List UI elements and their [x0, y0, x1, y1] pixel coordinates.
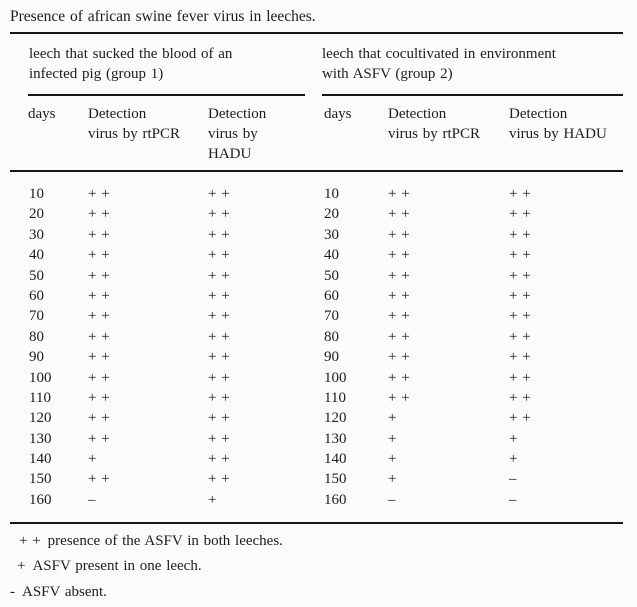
group1-header-line2: infected pig (group 1): [29, 66, 164, 82]
cell-g2-hadu: + +: [509, 349, 531, 366]
col-header-group1-rtpcr-line1: Detection: [88, 106, 147, 122]
cell-g2-rtpcr: + +: [388, 287, 410, 304]
cell-g1-rtpcr: + +: [88, 389, 110, 406]
cell-g2-hadu: +: [509, 430, 518, 447]
table-title: Presence of african swine fever virus in leeches.: [10, 8, 316, 25]
footnote-text: ASFV present in one leech.: [32, 558, 202, 575]
table-row: [0, 469, 637, 489]
cell-g2-rtpcr: –: [388, 491, 396, 508]
col-header-group1-hadu-line2: virus by: [208, 126, 258, 142]
cell-g2-hadu: + +: [509, 206, 531, 223]
table-row: [0, 286, 637, 306]
cell-g1-rtpcr: + +: [88, 186, 110, 202]
cell-g1-day: 100: [29, 369, 52, 386]
cell-g1-day: 40: [29, 247, 44, 264]
cell-g1-hadu: + +: [208, 287, 230, 304]
group2-header-rule: [322, 94, 623, 96]
cell-g1-rtpcr: –: [88, 491, 96, 508]
table-row: [0, 184, 637, 204]
cell-g2-rtpcr: + +: [388, 308, 410, 325]
cell-g1-day: 110: [29, 389, 51, 406]
table-row: [0, 306, 637, 326]
cell-g1-day: 60: [29, 287, 44, 304]
table-row: [0, 408, 637, 428]
cell-g1-rtpcr: + +: [88, 471, 110, 488]
cell-g2-hadu: +: [509, 451, 518, 468]
group1-header-line1: leech that sucked the blood of an: [29, 46, 233, 62]
cell-g1-hadu: + +: [208, 369, 230, 386]
body-footer-rule: [10, 522, 623, 524]
cell-g1-day: 10: [29, 186, 44, 202]
table-row: [0, 490, 637, 510]
cell-g1-rtpcr: + +: [88, 308, 110, 325]
cell-g1-day: 20: [29, 206, 44, 223]
footnote-text: presence of the ASFV in both leeches.: [47, 533, 283, 549]
table-row: [0, 449, 637, 469]
table-row: [0, 245, 637, 265]
cell-g1-hadu: + +: [208, 410, 230, 427]
cell-g2-rtpcr: + +: [388, 247, 410, 264]
cell-g2-hadu: –: [509, 491, 517, 508]
cell-g2-day: 50: [324, 267, 339, 284]
cell-g1-hadu: + +: [208, 186, 230, 202]
cell-g1-rtpcr: + +: [88, 267, 110, 284]
cell-g1-rtpcr: + +: [88, 349, 110, 366]
cell-g2-day: 100: [324, 369, 347, 386]
cell-g1-day: 30: [29, 226, 44, 243]
cell-g2-day: 30: [324, 226, 339, 243]
cell-g2-hadu: + +: [509, 267, 531, 284]
footnote-text: ASFV absent.: [22, 583, 107, 600]
cell-g2-rtpcr: + +: [388, 389, 410, 406]
footnote-symbol: -: [10, 583, 15, 600]
cell-g2-day: 110: [324, 389, 346, 406]
col-header-group1-hadu-line3: HADU: [208, 146, 252, 162]
cell-g2-rtpcr: + +: [388, 186, 410, 202]
col-header-group1-hadu-line1: Detection: [208, 106, 267, 122]
cell-g2-rtpcr: +: [388, 451, 397, 468]
cell-g2-rtpcr: + +: [388, 206, 410, 223]
table-row: [0, 347, 637, 367]
col-header-group2-rtpcr-line1: Detection: [388, 106, 447, 122]
cell-g2-hadu: + +: [509, 186, 531, 202]
group1-header-rule: [28, 94, 305, 96]
cell-g1-hadu: + +: [208, 267, 230, 284]
footnote-single-plus: [0, 554, 637, 579]
col-header-group2-rtpcr: [388, 104, 480, 144]
col-header-group1-hadu: [208, 104, 266, 164]
cell-g1-day: 140: [29, 451, 52, 468]
cell-g1-day: 70: [29, 308, 44, 325]
cell-g2-rtpcr: + +: [388, 267, 410, 284]
cell-g2-day: 90: [324, 349, 339, 366]
cell-g2-day: 160: [324, 491, 347, 508]
cell-g1-rtpcr: + +: [88, 410, 110, 427]
cell-g1-day: 50: [29, 267, 44, 284]
table-row: [0, 266, 637, 286]
cell-g1-rtpcr: + +: [88, 206, 110, 223]
cell-g2-rtpcr: +: [388, 430, 397, 447]
cell-g2-day: 140: [324, 451, 347, 468]
cell-g1-hadu: + +: [208, 451, 230, 468]
cell-g1-hadu: + +: [208, 247, 230, 264]
cell-g1-hadu: + +: [208, 430, 230, 447]
cell-g1-hadu: + +: [208, 389, 230, 406]
cell-g1-hadu: + +: [208, 328, 230, 345]
table-row: [0, 327, 637, 347]
group2-header-line1: leech that cocultivated in environment: [322, 46, 556, 62]
cell-g2-hadu: + +: [509, 369, 531, 386]
col-header-group1-rtpcr: [88, 104, 180, 144]
cell-g2-rtpcr: + +: [388, 226, 410, 243]
cell-g2-rtpcr: + +: [388, 328, 410, 345]
cell-g1-hadu: + +: [208, 471, 230, 488]
cell-g2-rtpcr: +: [388, 410, 397, 427]
col-header-group1-rtpcr-line2: virus by rtPCR: [88, 126, 181, 142]
cell-g2-hadu: + +: [509, 389, 531, 406]
col-header-group2-hadu-line2: virus by HADU: [509, 126, 607, 142]
cell-g2-day: 70: [324, 308, 339, 325]
cell-g2-hadu: + +: [509, 328, 531, 345]
cell-g1-hadu: + +: [208, 206, 230, 223]
cell-g2-day: 120: [324, 410, 347, 427]
cell-g1-rtpcr: +: [88, 451, 97, 468]
table-row: [0, 368, 637, 388]
table-row: [0, 429, 637, 449]
cell-g1-rtpcr: + +: [88, 226, 110, 243]
cell-g2-day: 150: [324, 471, 347, 488]
cell-g2-hadu: + +: [509, 308, 531, 325]
cell-g1-rtpcr: + +: [88, 369, 110, 386]
cell-g2-rtpcr: + +: [388, 369, 410, 386]
footnote-symbol: + +: [19, 533, 41, 549]
footnote-minus: [0, 580, 637, 605]
cell-g1-day: 150: [29, 471, 52, 488]
cell-g1-day: 160: [29, 491, 52, 508]
cell-g2-day: 80: [324, 328, 339, 345]
cell-g2-day: 10: [324, 186, 339, 202]
cell-g2-hadu: + +: [509, 287, 531, 304]
cell-g2-hadu: –: [509, 471, 517, 488]
cell-g1-day: 130: [29, 430, 52, 447]
footnote-symbol: +: [17, 558, 26, 575]
cell-g1-day: 90: [29, 349, 44, 366]
cell-g2-hadu: + +: [509, 410, 531, 427]
group2-header: [322, 44, 627, 84]
cell-g1-day: 80: [29, 328, 44, 345]
cell-g2-hadu: + +: [509, 226, 531, 243]
cell-g1-hadu: +: [208, 491, 217, 508]
table-body: [0, 184, 637, 510]
cell-g1-hadu: + +: [208, 226, 230, 243]
table-row: [0, 225, 637, 245]
top-rule: [10, 32, 623, 34]
cell-g1-day: 120: [29, 410, 52, 427]
footnote-double-plus: [0, 529, 637, 554]
cell-g1-hadu: + +: [208, 349, 230, 366]
group2-header-line2: with ASFV (group 2): [322, 66, 453, 82]
cell-g1-rtpcr: + +: [88, 247, 110, 264]
cell-g2-rtpcr: +: [388, 471, 397, 488]
header-body-rule: [10, 170, 623, 172]
cell-g2-day: 60: [324, 287, 339, 304]
col-header-group2-rtpcr-line2: virus by rtPCR: [388, 126, 481, 142]
cell-g2-rtpcr: + +: [388, 349, 410, 366]
table-footnotes: [0, 529, 637, 605]
group1-header: [29, 44, 299, 84]
cell-g1-rtpcr: + +: [88, 328, 110, 345]
cell-g1-rtpcr: + +: [88, 287, 110, 304]
cell-g1-rtpcr: + +: [88, 430, 110, 447]
table-row: [0, 204, 637, 224]
col-header-group2-days: days: [324, 106, 352, 122]
cell-g2-day: 20: [324, 206, 339, 223]
table-row: [0, 388, 637, 408]
col-header-group1-days: days: [28, 106, 56, 122]
col-header-group2-hadu: [509, 104, 607, 144]
cell-g2-day: 40: [324, 247, 339, 264]
col-header-group2-hadu-line1: Detection: [509, 106, 568, 122]
cell-g2-hadu: + +: [509, 247, 531, 264]
cell-g2-day: 130: [324, 430, 347, 447]
cell-g1-hadu: + +: [208, 308, 230, 325]
